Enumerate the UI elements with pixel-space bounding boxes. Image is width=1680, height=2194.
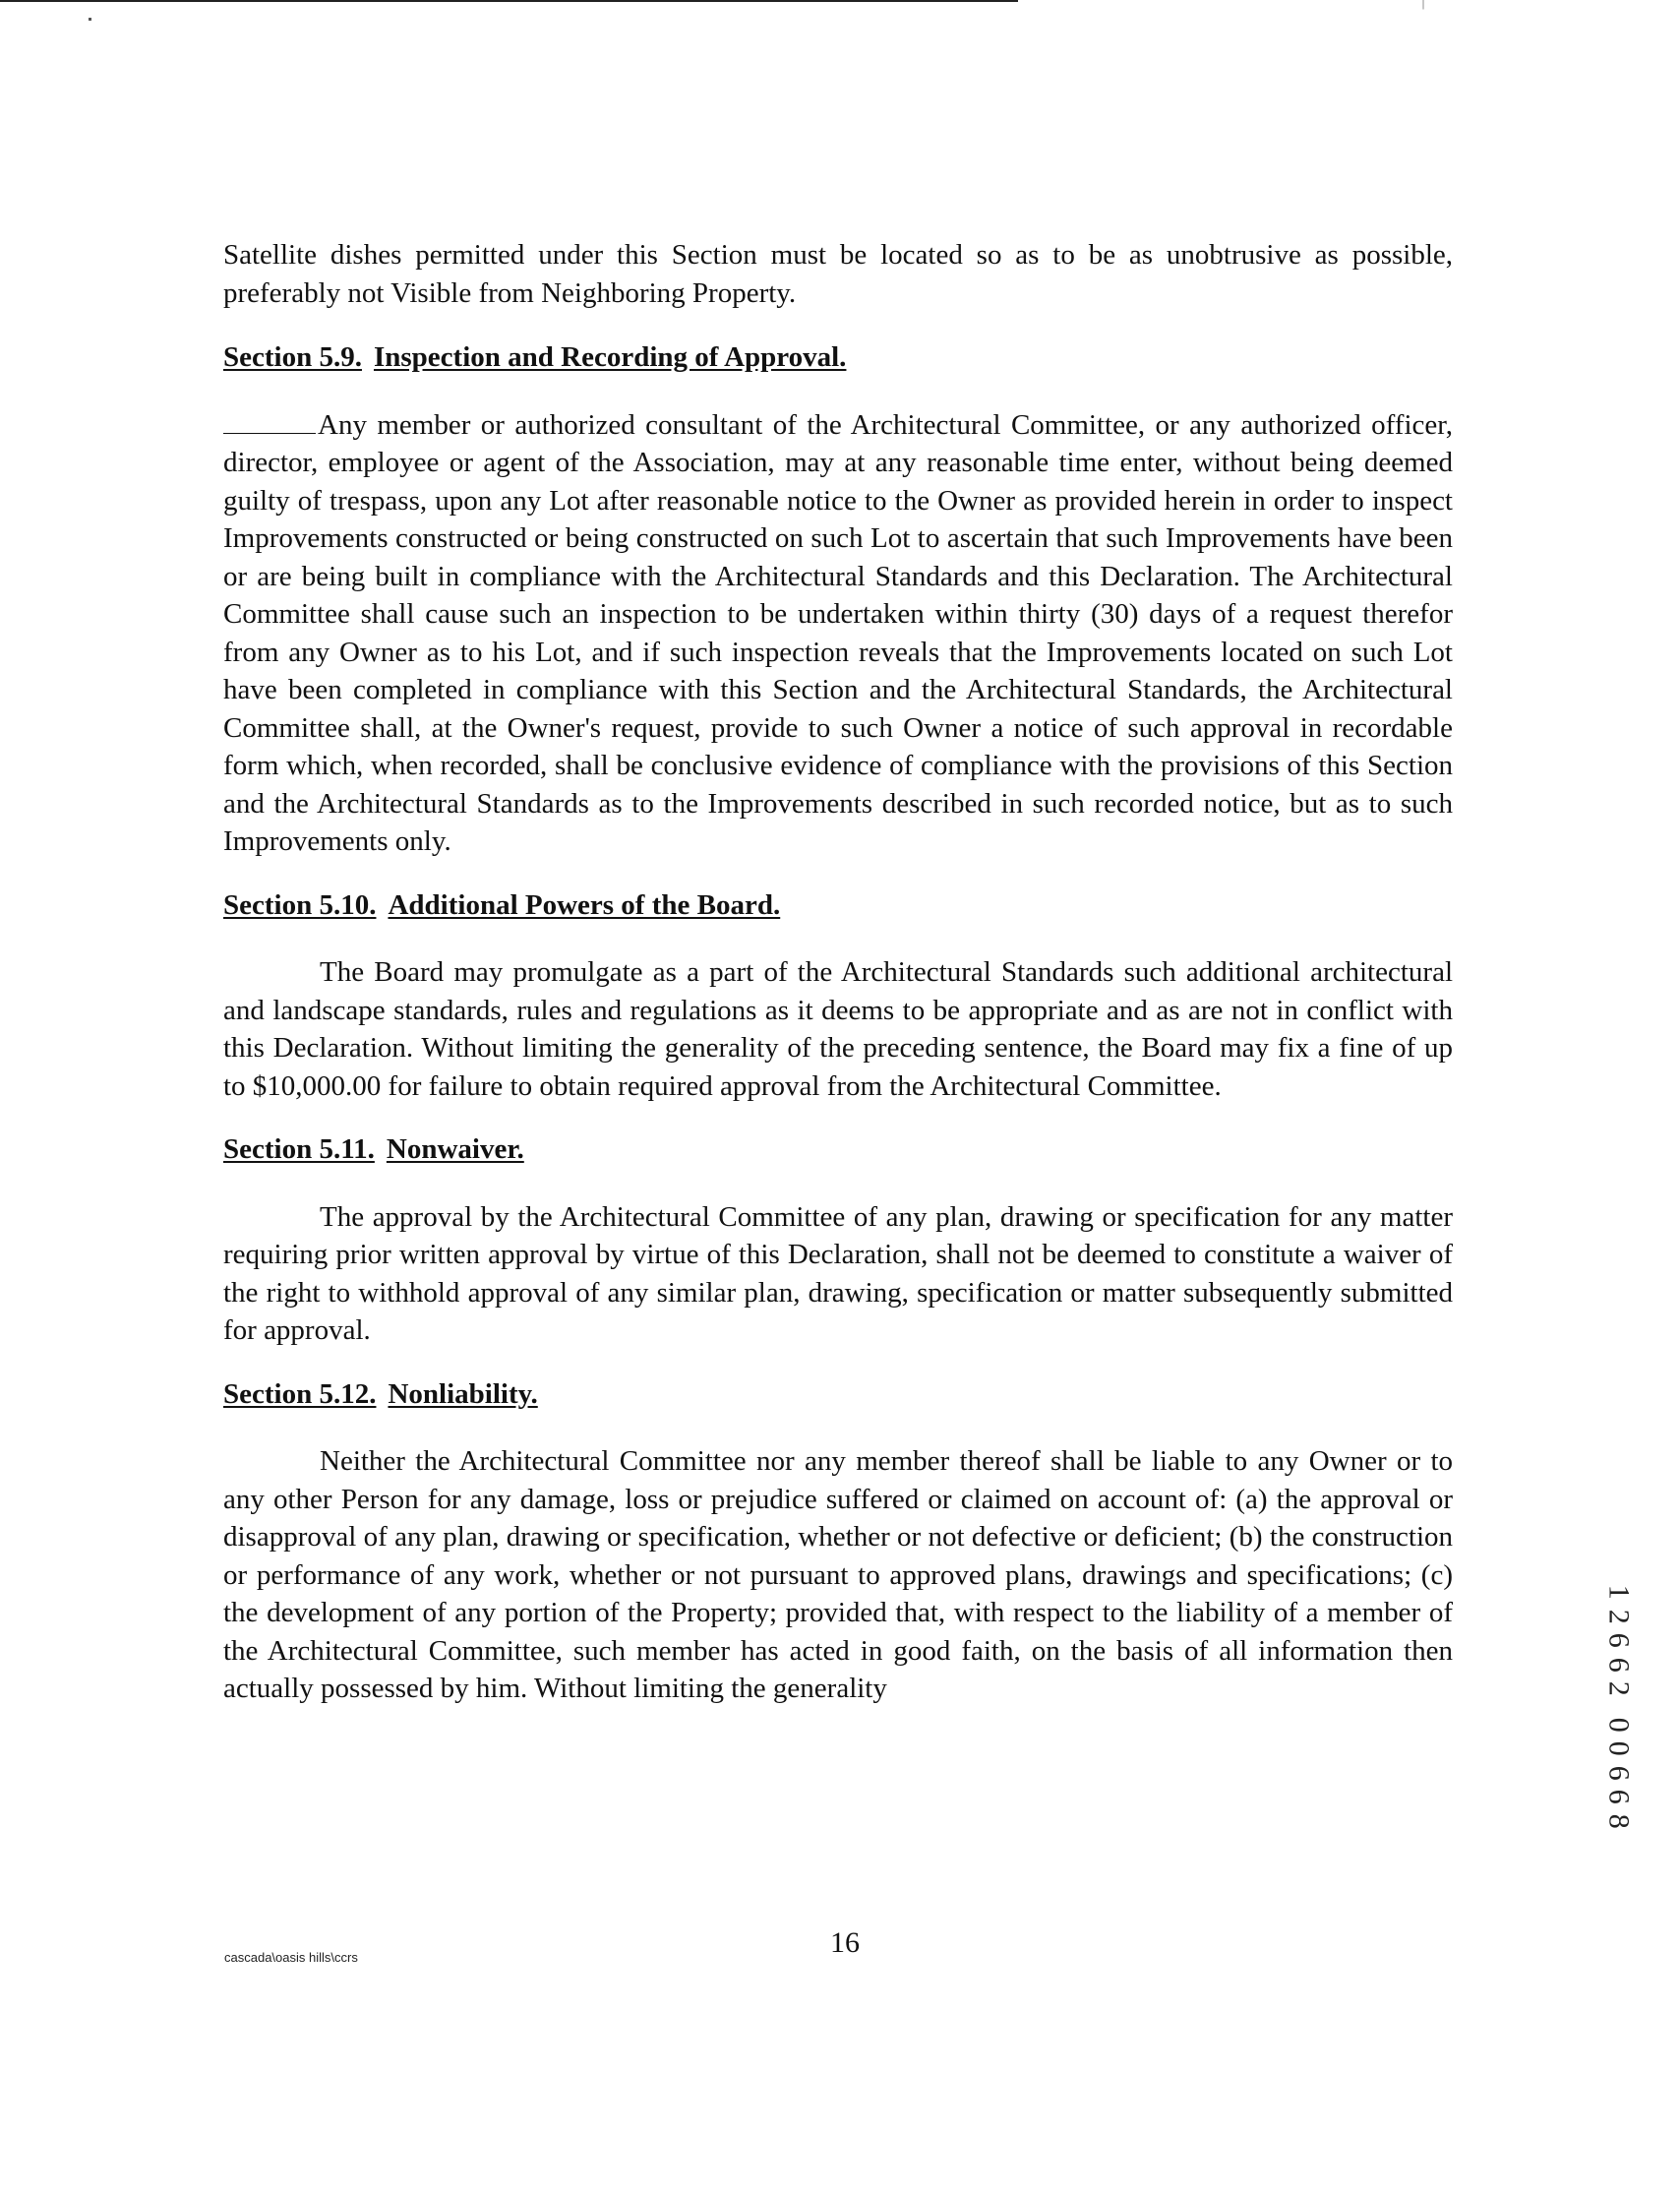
stamp-digit: 6 xyxy=(1602,1632,1636,1648)
section-5-9-heading xyxy=(223,338,1453,377)
section-5-12-body: Neither the Architectural Committee nor any member thereof shall be liable to any Owner or to any other Person for any damage, loss or prejudice suffered or claimed on account of: (a) the approval or disapproval of any plan, drawing or specification, whether or not defective or deficient; (b) the construction or performance of any work, whether or not pursuant to approved plans, drawings and specifications; (c) the development of any portion of the Property; provided that, with respect to the liability of a member of the Architectural Committee, such member has acted in good faith, on the basis of all information then actually possessed by him. Without limiting the generality xyxy=(223,1445,1453,1704)
section-title: Nonliability. xyxy=(388,1377,538,1410)
continuation-paragraph: Satellite dishes permitted under this Section must be located so as to be as unobtrusive as possible, preferably not Visible from Neighboring Property. xyxy=(223,239,1453,309)
stamp-digit: 2 xyxy=(1602,1609,1636,1624)
stamp-digit: 6 xyxy=(1602,1765,1636,1781)
stamp-digit: 2 xyxy=(1602,1680,1636,1696)
corner-mark: | xyxy=(1422,0,1425,10)
stamp-digit: 6 xyxy=(1602,1657,1636,1673)
blank-indent-line xyxy=(223,407,316,434)
document-body xyxy=(223,236,1453,1708)
section-title: Inspection and Recording of Approval. xyxy=(373,341,847,373)
section-body-text: Any member or authorized consultant of the Architectural Committee, or any authorized officer, director, employee or agent of the Association, may at any reasonable time enter, without being deemed guilty of trespass, upon any Lot after reasonable notice to the Owner as provided herein in order to inspect Improvements constructed or being constructed on such Lot to ascertain that such Improvements have been or are being built in compliance with the Architectural Standards and this Declaration. The Architectural Committee shall cause such an inspection to be undertaken within thirty (30) days of a request therefor from any Owner as to his Lot, and if such inspection reveals that the Improvements located on such Lot have been completed in compliance with this Section and the Architectural Standards, the Architectural Committee shall, at the Owner's request, provide to such Owner a notice of such approval in recordable form which, when recorded, shall be conclusive evidence of compliance with the provisions of this Section and the Architectural Standards as to the Improvements described in such recorded notice, but as to such Improvements only. xyxy=(223,408,1453,857)
section-title: Additional Powers of the Board. xyxy=(388,888,781,921)
section-5-11-body: The approval by the Architectural Committee of any plan, drawing or specification for any matter requiring prior written approval by virtue of this Declaration, shall not be deemed to constitute a waiver of the right to withhold approval of any similar plan, drawing, specification or matter subsequently submitted for approval. xyxy=(223,1200,1453,1346)
section-5-11-heading xyxy=(223,1130,1453,1169)
section-5-10-heading xyxy=(223,886,1453,925)
top-border-line xyxy=(0,0,1018,2)
section-number: Section 5.12. xyxy=(223,1377,377,1410)
stamp-digit: 8 xyxy=(1602,1813,1636,1829)
footer-file-path: cascada\oasis hills\ccrs xyxy=(224,1950,358,1965)
stamp-digit: 0 xyxy=(1602,1717,1636,1733)
section-number: Section 5.11. xyxy=(223,1133,375,1165)
section-5-12-heading xyxy=(223,1375,1453,1414)
scan-speck xyxy=(89,18,91,21)
stamp-digit: 0 xyxy=(1602,1740,1636,1756)
stamp-digit: 1 xyxy=(1602,1584,1636,1600)
section-5-10-body: The Board may promulgate as a part of the Architectural Standards such additional architectural and landscape standards, rules and regulations as it deems to be appropriate and as are not in conflict with this Declaration. Without limiting the generality of the preceding sentence, the Board may fix a fine of up to $10,000.00 for failure to obtain required approval from the Architectural Committee. xyxy=(223,956,1453,1102)
section-number: Section 5.10. xyxy=(223,888,377,921)
section-title: Nonwaiver. xyxy=(386,1133,524,1165)
stamp-digit: 6 xyxy=(1602,1789,1636,1804)
page-number: 16 xyxy=(830,1926,860,1959)
recording-number-stamp xyxy=(1602,1580,1636,1833)
section-5-9-body xyxy=(223,406,1453,861)
section-number: Section 5.9. xyxy=(223,341,362,373)
